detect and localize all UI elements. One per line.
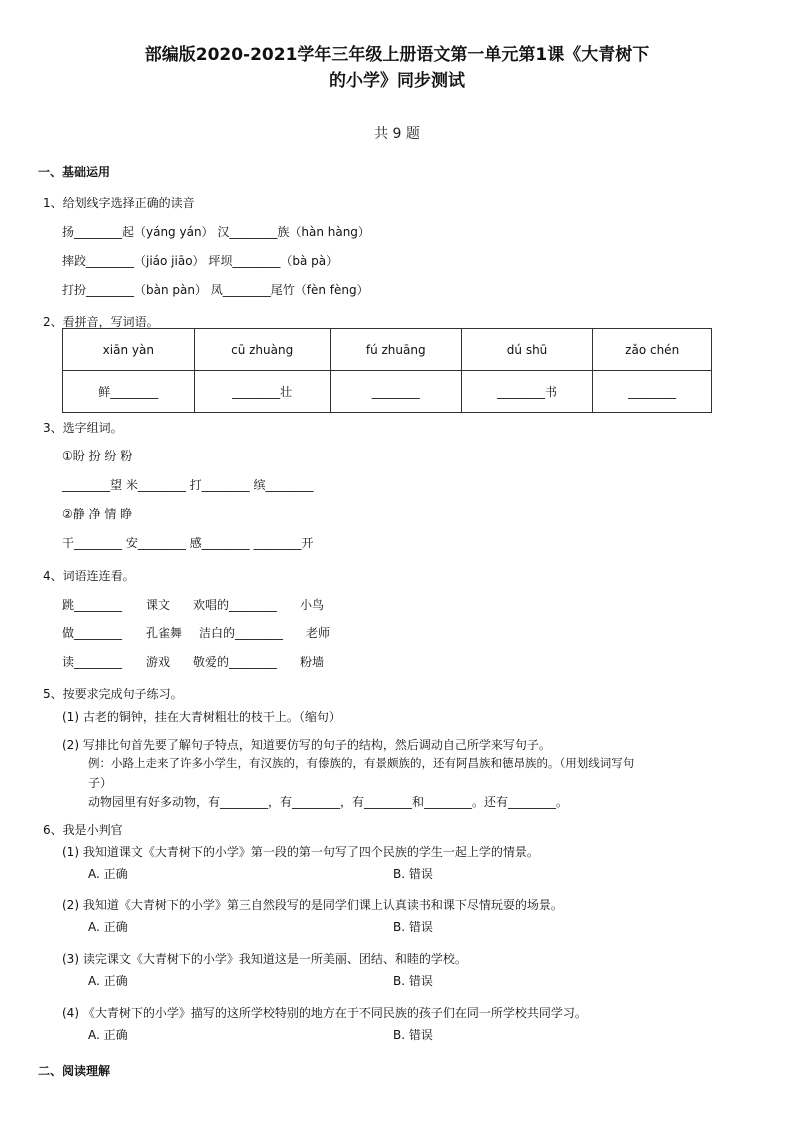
q6-item-3-option-a[interactable]: A. 正确	[88, 974, 128, 988]
answer-cell[interactable]: 鲜________	[63, 371, 195, 413]
q4-row3-col4: 粉墙	[300, 655, 325, 669]
q4-row1-col1: 跳________	[62, 598, 123, 612]
q6-item-2-option-a[interactable]: A. 正确	[88, 920, 128, 934]
pinyin-cell: fú zhuāng	[330, 329, 461, 371]
q4-row3-col3: 敬爱的________	[193, 655, 278, 669]
question-count: 共 9 题	[374, 126, 420, 142]
page-title-line1: 部编版2020-2021学年三年级上册语文第一单元第1课《大青树下	[144, 45, 650, 65]
q6-item-2: (2) 我知道《大青树下的小学》第三自然段写的是同学们课上认真读书和课下尽情玩耍的场景。	[62, 898, 563, 912]
q1-row-3: 打扮________（bàn pàn） 凤________尾竹（fèn fèng）	[62, 283, 369, 297]
q4-row2-col4: 老师	[306, 626, 331, 640]
q4-row3-col2: 游戏	[146, 655, 171, 669]
pinyin-cell: cū zhuàng	[194, 329, 330, 371]
q6-item-2-option-b[interactable]: B. 错误	[393, 920, 433, 934]
q4-stem: 4、词语连连看。	[43, 569, 135, 583]
section-2-heading: 二、阅读理解	[38, 1064, 111, 1078]
q5-example-2: 子）	[88, 776, 113, 790]
q6-item-4-option-b[interactable]: B. 错误	[393, 1028, 433, 1042]
q4-row3-col1: 读________	[62, 655, 123, 669]
answer-cell[interactable]: ________壮	[194, 371, 330, 413]
q6-item-3: (3) 读完课文《大青树下的小学》我知道这是一所美丽、团结、和睦的学校。	[62, 952, 467, 966]
pinyin-table	[62, 328, 712, 413]
answer-cell[interactable]: ________书	[461, 371, 593, 413]
q4-row1-col4: 小鸟	[300, 598, 325, 612]
q4-row2-col3: 洁白的________	[199, 626, 284, 640]
q5-sub-1: (1) 古老的铜钟，挂在大青树粗壮的枝干上。（缩句）	[62, 710, 341, 724]
page-title-line2: 的小学》同步测试	[329, 71, 465, 91]
q3-group-2-row: 干________ 安________ 感________ ________开	[62, 536, 314, 550]
q5-example-1: 例：小路上走来了许多小学生，有汉族的，有傣族的，有景颇族的，还有阿昌族和德昂族的。（用划线词写句	[88, 756, 635, 770]
q5-sub-2: (2) 写排比句首先要了解句子特点，知道要仿写的句子的结构，然后调动自己所学来写句子。	[62, 738, 551, 752]
section-1-heading: 一、基础运用	[38, 165, 111, 179]
q3-group-1: ①盼 扮 纷 粉	[62, 449, 133, 463]
q4-row1-col2: 课文	[146, 598, 171, 612]
q1-row-1: 扬________起（yáng yán） 汉________族（hàn hàng）	[62, 225, 370, 239]
q3-stem: 3、选字组词。	[43, 421, 123, 435]
q1-row-2: 摔跤________（jiáo jiāo） 坪坝________（bà pà）	[62, 254, 339, 268]
q3-group-2: ②静 净 情 睁	[62, 507, 133, 521]
answer-cell[interactable]: ________	[593, 371, 712, 413]
q4-row2-col1: 做________	[62, 626, 123, 640]
q4-row2-col2: 孔雀舞	[146, 626, 183, 640]
q6-stem: 6、我是小判官	[43, 823, 123, 837]
pinyin-cell: dú shū	[461, 329, 593, 371]
q5-stem: 5、按要求完成句子练习。	[43, 687, 183, 701]
answer-cell[interactable]: ________	[330, 371, 461, 413]
q6-item-1-option-b[interactable]: B. 错误	[393, 867, 433, 881]
q3-group-1-row: ________望 米________ 打________ 缤________	[62, 478, 314, 492]
q6-item-3-option-b[interactable]: B. 错误	[393, 974, 433, 988]
q6-item-4-option-a[interactable]: A. 正确	[88, 1028, 128, 1042]
q4-row1-col3: 欢唱的________	[193, 598, 278, 612]
q6-item-1-option-a[interactable]: A. 正确	[88, 867, 128, 881]
q2-stem: 2、看拼音，写词语。	[43, 315, 159, 329]
q5-fill: 动物园里有好多动物，有________，有________，有________和________。还有________。	[88, 795, 569, 809]
q6-item-1: (1) 我知道课文《大青树下的小学》第一段的第一句写了四个民族的学生一起上学的情景。	[62, 845, 539, 859]
q1-stem: 1、给划线字选择正确的读音	[43, 196, 195, 210]
pinyin-cell: xiān yàn	[63, 329, 195, 371]
q6-item-4: (4) 《大青树下的小学》描写的这所学校特别的地方在于不同民族的孩子们在同一所学校共同学习。	[62, 1006, 587, 1020]
pinyin-cell: zǎo chén	[593, 329, 712, 371]
